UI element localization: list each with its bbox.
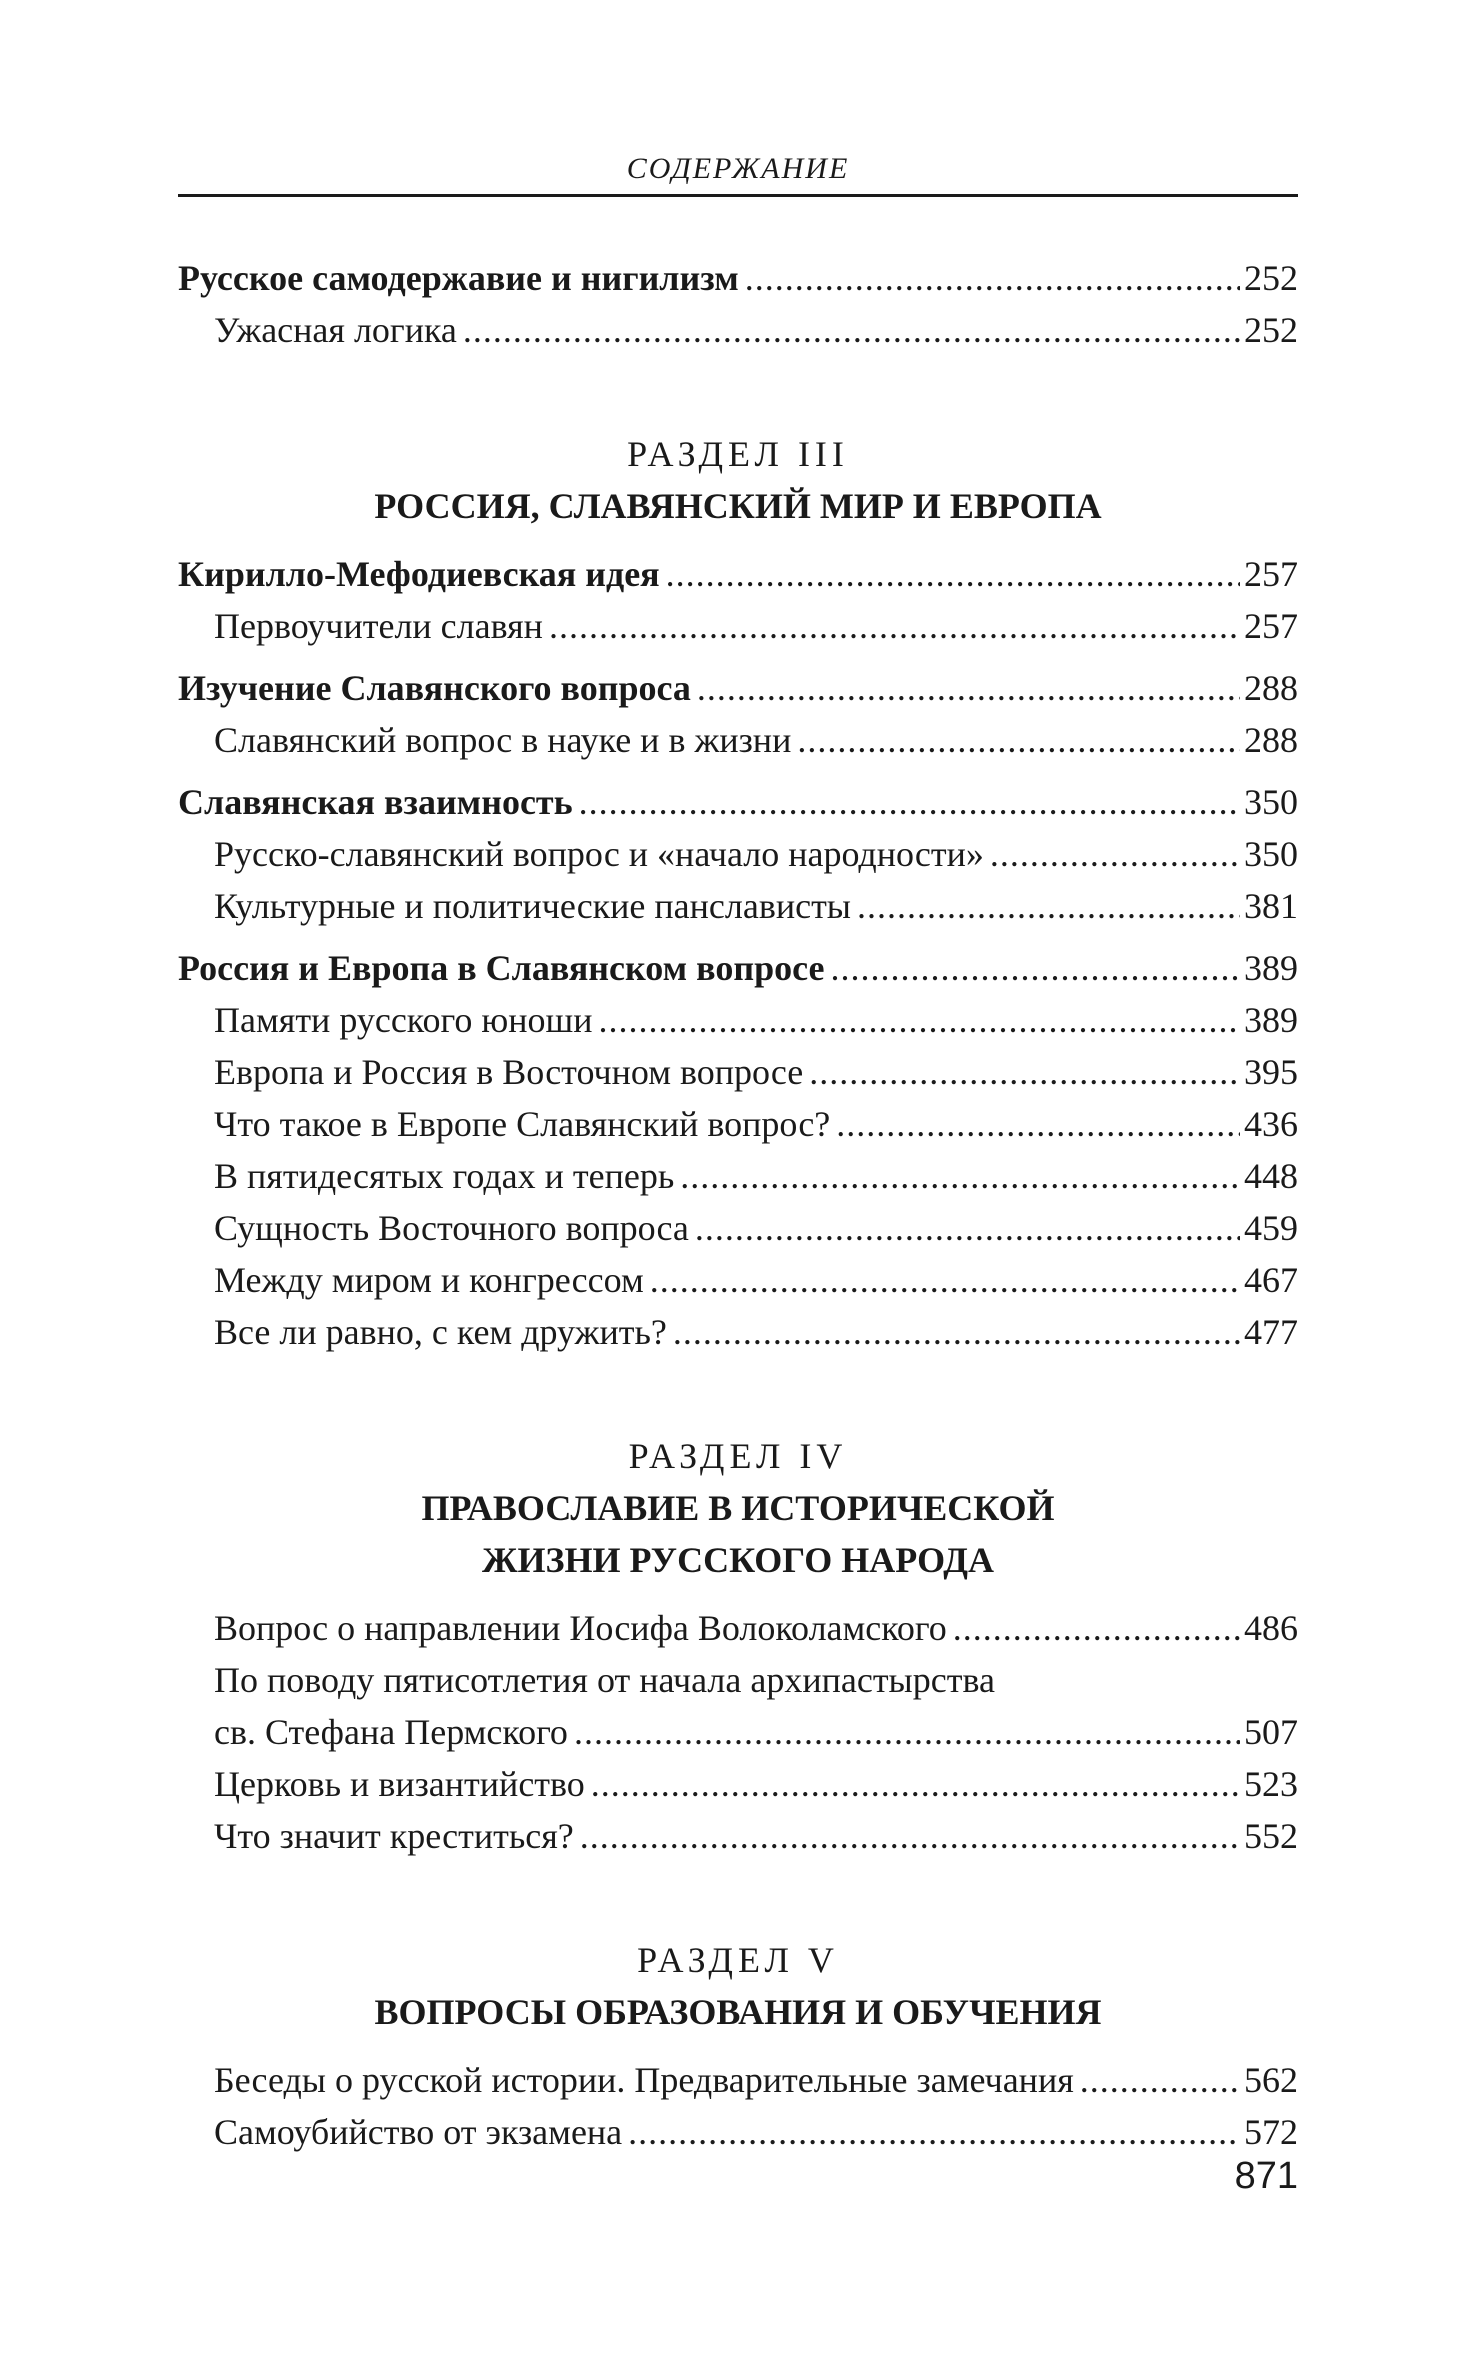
entry-title: Церковь и византийство xyxy=(214,1764,585,1804)
leader-dots xyxy=(697,662,1240,714)
leader-dots xyxy=(809,1046,1240,1098)
toc-entry-sub xyxy=(178,1758,1298,1810)
entry-page: 572 xyxy=(1244,2112,1298,2152)
toc-entry-sub xyxy=(178,2106,1298,2158)
entry-page: 252 xyxy=(1244,258,1298,298)
leader-dots xyxy=(580,1810,1240,1862)
section-label: РАЗДЕЛ III xyxy=(627,434,849,474)
entry-title: Ужасная логика xyxy=(214,310,457,350)
header-rule xyxy=(178,194,1298,197)
leader-dots xyxy=(680,1150,1240,1202)
entry-page: 477 xyxy=(1244,1312,1298,1352)
toc-entry-wrapped-line xyxy=(178,1654,1298,1706)
entry-page: 252 xyxy=(1244,310,1298,350)
entry-title: Беседы о русской истории. Предварительные замечания xyxy=(214,2060,1074,2100)
entry-title: Европа и Россия в Восточном вопросе xyxy=(214,1052,804,1092)
toc-entry-main xyxy=(178,662,1298,714)
entry-page: 395 xyxy=(1244,1052,1298,1092)
toc-entry-sub xyxy=(178,2054,1298,2106)
entry-page: 350 xyxy=(1244,834,1298,874)
section-title: РОССИЯ, СЛАВЯНСКИЙ МИР И ЕВРОПА xyxy=(374,486,1102,526)
entry-title: Россия и Европа в Славянском вопросе xyxy=(178,948,825,988)
table-of-contents xyxy=(178,252,1298,2158)
entry-page: 523 xyxy=(1244,1764,1298,1804)
entry-page: 381 xyxy=(1244,886,1298,926)
leader-dots xyxy=(666,548,1240,600)
entry-title: Все ли равно, с кем дружить? xyxy=(214,1312,667,1352)
entry-page: 459 xyxy=(1244,1208,1298,1248)
section-label: РАЗДЕЛ V xyxy=(637,1940,839,1980)
entry-title: Сущность Восточного вопроса xyxy=(214,1208,689,1248)
running-head: СОДЕРЖАНИЕ xyxy=(626,152,850,185)
entry-title: Культурные и политические панслависты xyxy=(214,886,851,926)
leader-dots xyxy=(579,776,1240,828)
entry-title: Кирилло-Мефодиевская идея xyxy=(178,554,660,594)
leader-dots xyxy=(650,1254,1240,1306)
leader-dots xyxy=(745,252,1240,304)
entry-title: Русско-славянский вопрос и «начало народности» xyxy=(214,834,984,874)
leader-dots xyxy=(831,942,1241,994)
toc-entry-sub xyxy=(178,1150,1298,1202)
toc-entry-sub xyxy=(178,1810,1298,1862)
toc-entry-sub xyxy=(178,1098,1298,1150)
toc-entry-sub xyxy=(178,1706,1298,1758)
entry-title: Славянский вопрос в науке и в жизни xyxy=(214,720,792,760)
entry-page: 350 xyxy=(1244,782,1298,822)
entry-page: 288 xyxy=(1244,720,1298,760)
toc-entry-main xyxy=(178,548,1298,600)
entry-title: В пятидесятых годах и теперь xyxy=(214,1156,675,1196)
toc-entry-main xyxy=(178,252,1298,304)
entry-page: 507 xyxy=(1244,1712,1298,1752)
toc-entry-sub xyxy=(178,1306,1298,1358)
toc-entry-sub xyxy=(178,600,1298,652)
leader-dots xyxy=(628,2106,1240,2158)
toc-entry-main xyxy=(178,776,1298,828)
entry-title: св. Стефана Пермского xyxy=(214,1712,568,1752)
entry-title: Самоубийство от экзамена xyxy=(214,2112,623,2152)
leader-dots xyxy=(574,1706,1240,1758)
entry-page: 257 xyxy=(1244,554,1298,594)
entry-page: 389 xyxy=(1244,1000,1298,1040)
leader-dots xyxy=(598,994,1240,1046)
entry-page: 562 xyxy=(1244,2060,1298,2100)
entry-page: 288 xyxy=(1244,668,1298,708)
toc-entry-sub xyxy=(178,880,1298,932)
toc-entry-sub xyxy=(178,1046,1298,1098)
entry-title: Русское самодержавие и нигилизм xyxy=(178,258,739,298)
entry-title: Что значит креститься? xyxy=(214,1816,574,1856)
leader-dots xyxy=(463,304,1240,356)
page-number: 871 xyxy=(1234,2155,1298,2197)
entry-title-line: По поводу пятисотлетия от начала архипастырства xyxy=(214,1660,995,1700)
toc-entry-sub xyxy=(178,1202,1298,1254)
entry-title: Вопрос о направлении Иосифа Волоколамского xyxy=(214,1608,947,1648)
leader-dots xyxy=(797,714,1240,766)
leader-dots xyxy=(591,1758,1240,1810)
toc-entry-sub xyxy=(178,1254,1298,1306)
entry-title: Изучение Славянского вопроса xyxy=(178,668,691,708)
toc-entry-sub xyxy=(178,1602,1298,1654)
section-label: РАЗДЕЛ IV xyxy=(628,1436,848,1476)
leader-dots xyxy=(836,1098,1240,1150)
entry-page: 257 xyxy=(1244,606,1298,646)
leader-dots xyxy=(857,880,1240,932)
entry-page: 486 xyxy=(1244,1608,1298,1648)
entry-title: Славянская взаимность xyxy=(178,782,573,822)
entry-title: Между миром и конгрессом xyxy=(214,1260,644,1300)
leader-dots xyxy=(673,1306,1240,1358)
toc-entry-sub xyxy=(178,304,1298,356)
section-title: ПРАВОСЛАВИЕ В ИСТОРИЧЕСКОЙ xyxy=(421,1488,1055,1528)
entry-page: 448 xyxy=(1244,1156,1298,1196)
entry-page: 436 xyxy=(1244,1104,1298,1144)
section-title: ВОПРОСЫ ОБРАЗОВАНИЯ И ОБУЧЕНИЯ xyxy=(374,1992,1102,2032)
entry-page: 552 xyxy=(1244,1816,1298,1856)
entry-title: Первоучители славян xyxy=(214,606,543,646)
entry-title: Памяти русского юноши xyxy=(214,1000,593,1040)
leader-dots xyxy=(990,828,1240,880)
section-title: ЖИЗНИ РУССКОГО НАРОДА xyxy=(481,1540,995,1580)
toc-entry-main xyxy=(178,942,1298,994)
entry-page: 467 xyxy=(1244,1260,1298,1300)
toc-entry-sub xyxy=(178,828,1298,880)
leader-dots xyxy=(953,1602,1240,1654)
entry-page: 389 xyxy=(1244,948,1298,988)
entry-title: Что такое в Европе Славянский вопрос? xyxy=(214,1104,831,1144)
toc-entry-sub xyxy=(178,714,1298,766)
leader-dots xyxy=(549,600,1240,652)
leader-dots xyxy=(1080,2054,1240,2106)
leader-dots xyxy=(695,1202,1240,1254)
toc-entry-sub xyxy=(178,994,1298,1046)
